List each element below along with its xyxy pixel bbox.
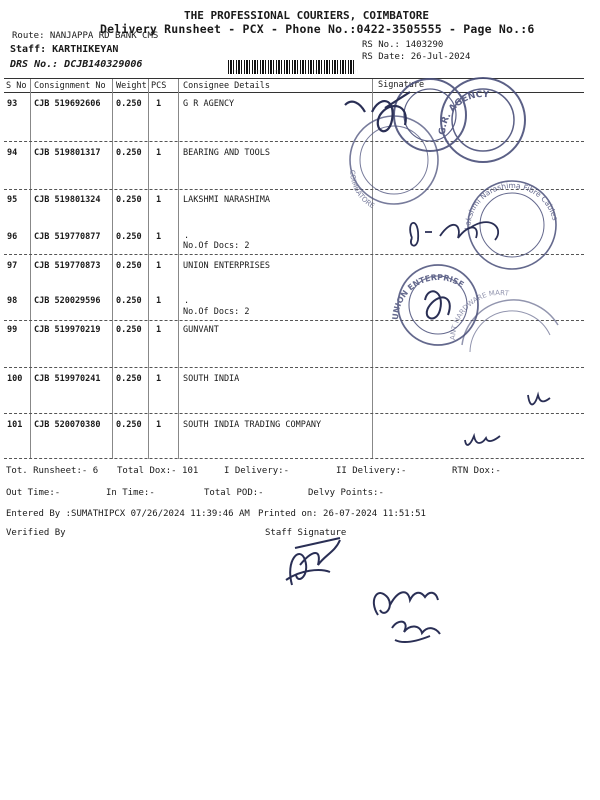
signature-union bbox=[425, 291, 450, 318]
row-sno: 101 bbox=[7, 420, 23, 430]
hardware-mart-stamp bbox=[449, 289, 558, 352]
runsheet-title: Delivery Runsheet - PCX - Phone No.:0422-3505555 - Page No.:6 bbox=[100, 22, 535, 36]
delvy-points: Delvy Points:- bbox=[308, 488, 384, 498]
row-weight: 0.250 bbox=[116, 325, 142, 335]
row-pcs: 1 bbox=[156, 261, 162, 271]
row-sno: 97 bbox=[7, 261, 18, 271]
i-delivery: I Delivery:- bbox=[224, 466, 290, 476]
row-pcs: 1 bbox=[156, 148, 162, 158]
row-consignee: LAKSHMI NARASHIMA bbox=[183, 195, 270, 205]
row-consignee: BEARING AND TOOLS bbox=[183, 148, 270, 158]
row-consignment: CJB 520029596 bbox=[34, 296, 101, 306]
company-name: THE PROFESSIONAL COURIERS, COIMBATORE bbox=[184, 9, 430, 22]
row-weight: 0.250 bbox=[116, 420, 142, 430]
signature-row-100 bbox=[528, 395, 550, 404]
route-label: Route: NANJAPPA RD BANK CMS bbox=[12, 31, 159, 41]
verified-by: Verified By bbox=[6, 528, 66, 538]
row-sno: 98 bbox=[7, 296, 18, 306]
row-consignment: CJB 519970219 bbox=[34, 325, 101, 335]
row-consignment: CJB 520070380 bbox=[34, 420, 101, 430]
printed-on: Printed on: 26-07-2024 11:51:51 bbox=[258, 509, 426, 519]
row-weight: 0.250 bbox=[116, 148, 142, 158]
total-dox: Total Dox:- 101 bbox=[117, 466, 199, 476]
row-sno: 99 bbox=[7, 325, 18, 335]
row-weight: 0.250 bbox=[116, 99, 142, 109]
row-weight: 0.250 bbox=[116, 261, 142, 271]
in-time: In Time:- bbox=[106, 488, 155, 498]
col-consignee: Consignee Details bbox=[183, 81, 270, 91]
row-sno: 94 bbox=[7, 148, 18, 158]
row-consignee: . bbox=[184, 296, 190, 306]
rs-date: RS Date: 26-Jul-2024 bbox=[362, 52, 471, 62]
row-weight: 0.250 bbox=[116, 232, 142, 242]
row-consignment: CJB 519692606 bbox=[34, 99, 101, 109]
row-weight: 0.250 bbox=[116, 195, 142, 205]
row-docs: No.Of Docs: 2 bbox=[183, 307, 250, 317]
col-signature: Signature bbox=[378, 80, 425, 90]
row-pcs: 1 bbox=[156, 374, 162, 384]
union-stamp-text: UNION ENTERPRISE bbox=[390, 272, 466, 321]
row-consignee: GUNVANT bbox=[183, 325, 219, 335]
row-consignment: CJB 519801317 bbox=[34, 148, 101, 158]
rtn-dox: RTN Dox:- bbox=[452, 466, 501, 476]
tot-runsheet: Tot. Runsheet:- 6 bbox=[6, 466, 99, 476]
row-sno: 96 bbox=[7, 232, 18, 242]
verifier-signature-scribble bbox=[374, 592, 440, 642]
row-pcs: 1 bbox=[156, 232, 162, 242]
col-sno: S No bbox=[6, 81, 27, 91]
lakshmi-stamp bbox=[463, 181, 560, 269]
coimbatore-stamp bbox=[348, 116, 438, 210]
row-docs: No.Of Docs: 2 bbox=[183, 241, 250, 251]
staff-signature-label: Staff Signature bbox=[265, 528, 347, 538]
total-pod: Total POD:- bbox=[204, 488, 264, 498]
staff-label: Staff: KARTHIKEYAN bbox=[10, 44, 119, 55]
out-time: Out Time:- bbox=[6, 488, 61, 498]
row-sno: 100 bbox=[7, 374, 23, 384]
coimbatore-stamp-text: COIMBATORE bbox=[347, 169, 376, 211]
col-pcs: PCS bbox=[151, 81, 167, 91]
hardware-stamp-text: ANT HARDWARE MART bbox=[448, 288, 510, 341]
rs-number: RS No.: 1403290 bbox=[362, 40, 444, 50]
row-pcs: 1 bbox=[156, 195, 162, 205]
row-consignment: CJB 519770877 bbox=[34, 232, 101, 242]
row-weight: 0.250 bbox=[116, 374, 142, 384]
drs-number: DRS No.: DCJB140329006 bbox=[10, 59, 143, 70]
row-pcs: 1 bbox=[156, 420, 162, 430]
row-consignment: CJB 519801324 bbox=[34, 195, 101, 205]
row-pcs: 1 bbox=[156, 99, 162, 109]
row-sno: 95 bbox=[7, 195, 18, 205]
signature-row-101 bbox=[465, 436, 500, 445]
entered-by: Entered By :SUMATHIPCX 07/26/2024 11:39:46 AM bbox=[6, 509, 250, 519]
ii-delivery: II Delivery:- bbox=[336, 466, 407, 476]
col-weight: Weight bbox=[116, 81, 147, 91]
gr-agency-stamp-text: G.R. AGENCY bbox=[437, 89, 490, 136]
row-consignee: . bbox=[184, 231, 190, 241]
col-consignment: Consignment No bbox=[34, 81, 106, 91]
row-consignee: UNION ENTERPRISES bbox=[183, 261, 270, 271]
row-pcs: 1 bbox=[156, 325, 162, 335]
lakshmi-stamp-text: Lakshmi Narashima Fibre Cables bbox=[462, 180, 560, 231]
row-consignee: SOUTH INDIA bbox=[183, 374, 240, 384]
row-consignment: CJB 519770873 bbox=[34, 261, 101, 271]
row-weight: 0.250 bbox=[116, 296, 142, 306]
row-consignee: G R AGENCY bbox=[183, 99, 235, 109]
row-sno: 93 bbox=[7, 99, 18, 109]
row-consignment: CJB 519970241 bbox=[34, 374, 101, 384]
staff-signature-scribble bbox=[286, 538, 340, 585]
signature-scribble-93 bbox=[345, 92, 410, 131]
row-consignee: SOUTH INDIA TRADING COMPANY bbox=[183, 420, 322, 430]
row-pcs: 1 bbox=[156, 296, 162, 306]
